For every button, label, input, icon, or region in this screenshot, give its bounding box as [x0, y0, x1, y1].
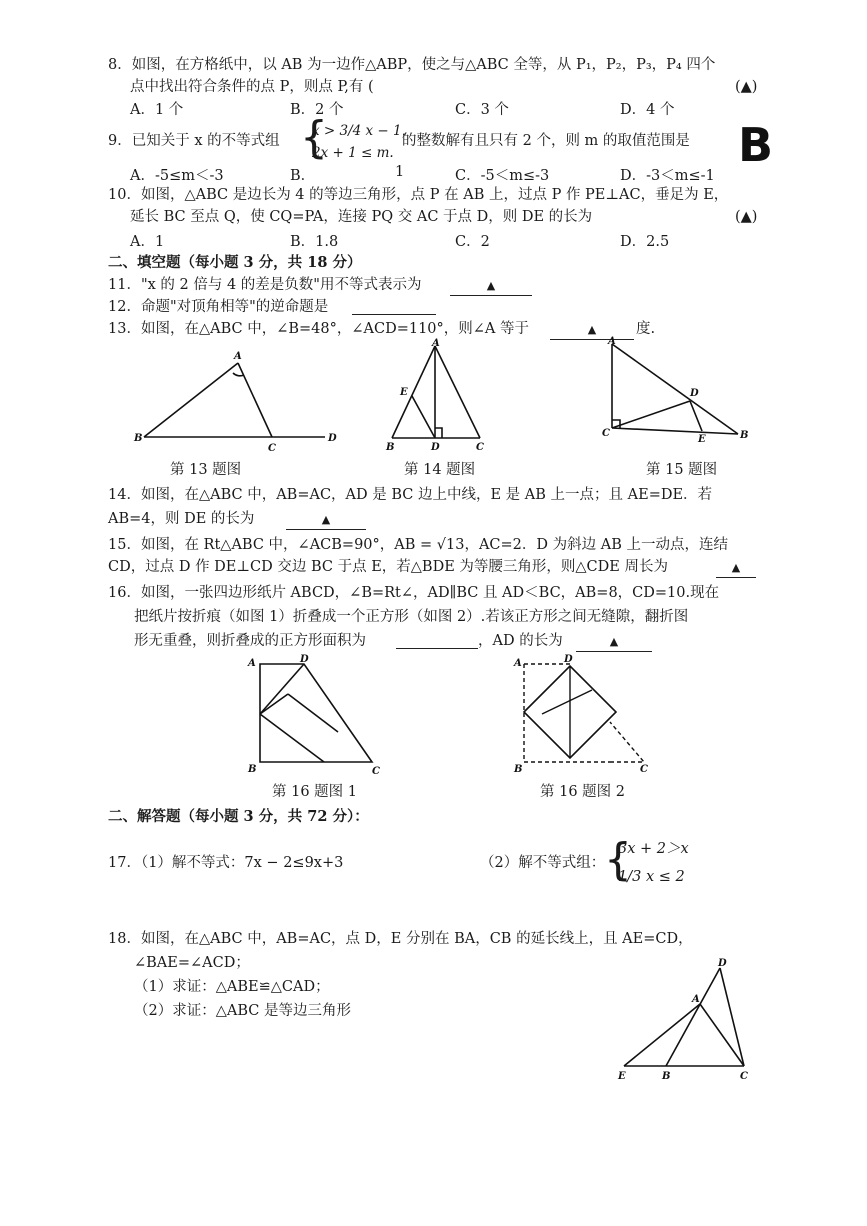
- fig16b-label-d: D: [564, 654, 573, 665]
- q10-option-a: A．1: [130, 234, 165, 250]
- q17-part1: 17．（1）解不等式：7x − 2≤9x+3: [108, 855, 344, 871]
- figure-16-2: [512, 652, 662, 777]
- q13-answer-blank: ▲: [550, 320, 634, 340]
- q13-unit: 度.: [636, 321, 656, 337]
- fig15-label-a: A: [608, 336, 616, 347]
- q8-mark: (▲): [735, 79, 758, 95]
- figure-16-1-caption: 第 16 题图 1: [272, 784, 358, 800]
- fig18-label-c: C: [740, 1071, 748, 1082]
- q14-line2: AB=4，则 DE 的长为: [108, 511, 255, 527]
- q15-line1: 15．如图，在 Rt△ABC 中，∠ACB=90°，AB = √13，AC=2．D 为斜边 AB 上一动点，连结: [108, 537, 728, 553]
- fig16a-label-c: C: [372, 766, 380, 777]
- q9-system-row1: x > 3/4 x − 1，: [312, 123, 416, 139]
- q15-answer-blank: ▲: [716, 558, 756, 578]
- figure-16-2-caption: 第 16 题图 2: [540, 784, 626, 800]
- q10-option-b: B．1.8: [290, 234, 339, 250]
- q8-line1: 8．如图，在方格纸中，以 AB 为一边作△ABP，使之与△ABC 全等，从 P₁，P₂，P₃，P₄ 四个: [108, 57, 716, 73]
- q10-line1: 10．如图，△ABC 是边长为 4 的等边三角形，点 P 在 AB 上，过点 P 作 PE⊥AC，垂足为 E，: [108, 187, 729, 203]
- fig13-label-b: B: [134, 433, 143, 444]
- figure-18: [612, 952, 762, 1087]
- q16-line2: 把纸片按折痕（如图 1）折叠成一个正方形（如图 2）.若该正方形之间无缝隙，翻折图: [134, 609, 689, 625]
- q14-answer-blank: ▲: [286, 510, 366, 530]
- q11-answer-blank: ▲: [450, 276, 532, 296]
- q16-line3: 形无重叠，则折叠成的正方形面积为: [134, 633, 366, 649]
- fig15-label-b: B: [740, 430, 749, 441]
- q18-line1: 18．如图，在△ABC 中，AB=AC，点 D，E 分别在 BA，CB 的延长线上，且 AE=CD，: [108, 931, 693, 947]
- figure-14-caption: 第 14 题图: [404, 462, 476, 478]
- fig16b-label-c: C: [640, 764, 648, 775]
- q8-option-a: A．1 个: [130, 102, 184, 118]
- figure-15-caption: 第 15 题图: [646, 462, 718, 478]
- q16-line3b: ，AD 的长为: [478, 633, 563, 649]
- fig16a-label-b: B: [248, 764, 257, 775]
- q9-answer-mark: B: [738, 118, 774, 172]
- q8-line2: 点中找出符合条件的点 P，则点 P,有 (: [130, 79, 374, 95]
- fig14-label-a: A: [432, 338, 440, 349]
- q16-line1: 16．如图，一张四边形纸片 ABCD，∠B=Rt∠，AD∥BC 且 AD＜BC，AB=8，CD=10.现在: [108, 585, 720, 601]
- fig18-label-d: D: [718, 958, 727, 969]
- figure-13: [130, 345, 350, 455]
- q9-option-c: C．-5＜m≤-3: [455, 168, 550, 184]
- q16-area-blank: [396, 632, 478, 649]
- q9-option-a: A．-5≤m＜-3: [130, 168, 224, 184]
- figure-13-caption: 第 13 题图: [170, 462, 242, 478]
- q9-system-row2: 2x + 1 ≤ m.: [312, 145, 394, 161]
- q16-ad-blank: ▲: [576, 632, 652, 652]
- section-solve-heading: 二、解答题（每小题 3 分，共 72 分）：: [108, 808, 369, 825]
- q18-proof1: （1）求证：△ABE≌△CAD；: [134, 979, 330, 995]
- q17-brace: {: [604, 834, 632, 885]
- fig13-label-a: A: [234, 351, 242, 362]
- q9-option-d: D．-3＜m≤-1: [620, 168, 715, 184]
- fig18-label-a: A: [692, 994, 700, 1005]
- q10-option-c: C．2: [455, 234, 490, 250]
- q10-mark: (▲): [735, 209, 758, 225]
- fig16a-label-a: A: [248, 658, 256, 669]
- figure-16-1: [246, 652, 396, 777]
- fig14-label-d: D: [431, 442, 440, 453]
- q10-option-d: D．2.5: [620, 234, 670, 250]
- fig18-label-b: B: [662, 1071, 671, 1082]
- section-fill-in-heading: 二、填空题（每小题 3 分，共 18 分）: [108, 254, 362, 271]
- q15-line2: CD，过点 D 作 DE⊥CD 交边 BC 于点 E，若△BDE 为等腰三角形，则△CDE 周长为: [108, 559, 668, 575]
- q17-part2: （2）解不等式组：: [480, 855, 606, 871]
- fig15-label-e: E: [698, 434, 706, 445]
- fig16a-label-d: D: [300, 654, 309, 665]
- q10-line2: 延长 BC 至点 Q，使 CQ=PA，连接 PQ 交 AC 于点 D，则 DE 的长为: [130, 209, 593, 225]
- q14-line1: 14．如图，在△ABC 中，AB=AC，AD 是 BC 边上中线，E 是 AB 上一点；且 AE=DE．若: [108, 487, 713, 503]
- fig16b-label-b: B: [514, 764, 523, 775]
- fig16b-label-a: A: [514, 658, 522, 669]
- q9-option-b: B．: [290, 168, 316, 184]
- q18-proof2: （2）求证：△ABC 是等边三角形: [134, 1003, 351, 1019]
- q8-option-b: B．2 个: [290, 102, 344, 118]
- q12-answer-blank: [352, 298, 436, 315]
- q9-brace: {: [300, 112, 328, 163]
- q8-option-d: D．4 个: [620, 102, 675, 118]
- figure-14: [380, 338, 495, 453]
- q12-text: 12．命题"对顶角相等"的逆命题是: [108, 299, 329, 315]
- fig13-label-d: D: [328, 433, 337, 444]
- q18-line2: ∠BAE=∠ACD；: [134, 955, 250, 971]
- q17-system-row2: 1/3 x ≤ 2: [618, 869, 685, 885]
- q8-option-c: C．3 个: [455, 102, 509, 118]
- q9-suffix: 的整数解有且只有 2 个，则 m 的取值范围是: [402, 133, 690, 149]
- fig13-label-c: C: [268, 443, 276, 454]
- fig14-label-e: E: [400, 387, 408, 398]
- q11-text: 11．"x 的 2 倍与 4 的差是负数"用不等式表示为: [108, 277, 422, 293]
- q9-prefix: 9．已知关于 x 的不等式组: [108, 133, 280, 149]
- fig18-label-e: E: [618, 1071, 626, 1082]
- fig14-label-b: B: [386, 442, 395, 453]
- fig15-label-d: D: [690, 388, 699, 399]
- figure-15: [598, 336, 758, 451]
- fig14-label-c: C: [476, 442, 484, 453]
- q9-option-b-tail: 1: [395, 164, 405, 180]
- q17-system-row1: 3x + 2＞x: [618, 841, 689, 857]
- q13-text: 13．如图，在△ABC 中，∠B=48°，∠ACD=110°，则∠A 等于: [108, 321, 530, 337]
- fig15-label-c: C: [602, 428, 610, 439]
